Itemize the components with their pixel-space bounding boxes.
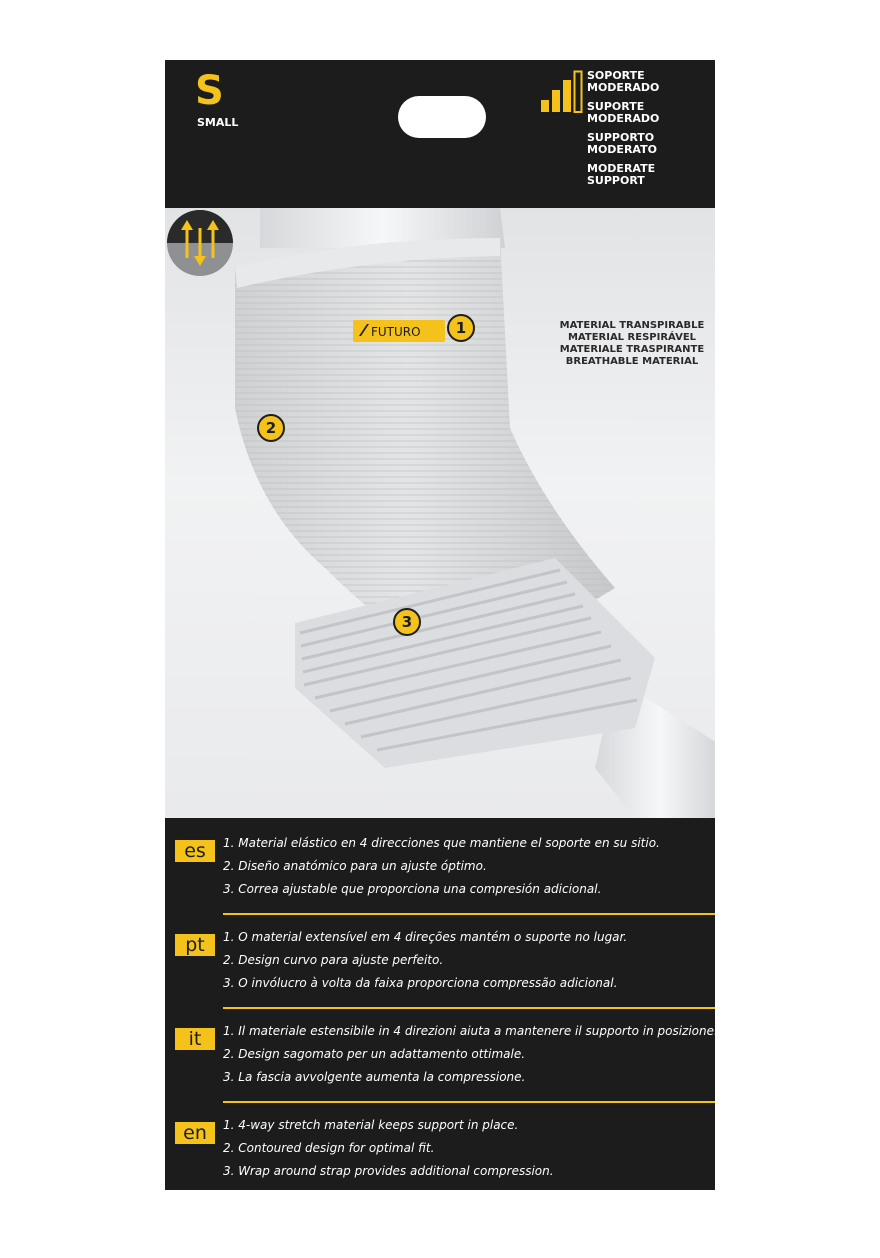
- product-package: [165, 60, 718, 1190]
- feature-line: 2. Diseño anatómico para un ajuste óptimo.: [223, 859, 487, 873]
- feature-line: 3. O invólucro à volta da faixa proporciona compressão adicional.: [223, 976, 618, 990]
- feature-line: 2. Design curvo para ajuste perfeito.: [223, 953, 444, 967]
- feature-line: 1. Material elástico en 4 direcciones que mantiene el soporte en su sitio.: [223, 836, 660, 850]
- breathable-arrows-icon: [165, 208, 235, 278]
- support-level-text: [587, 70, 697, 187]
- callout-3: 3: [393, 608, 421, 636]
- feature-line: 2. Design sagomato per un adattamento ottimale.: [223, 1047, 526, 1061]
- support-it-line2: MODERATO: [587, 143, 657, 156]
- brand-label: FUTURO: [371, 325, 421, 339]
- language-badge-es: es: [175, 840, 215, 862]
- section-divider: [223, 1007, 715, 1009]
- support-level-bars-icon: [541, 70, 583, 114]
- feature-line: 1. 4-way stretch material keeps support in place.: [223, 1118, 519, 1132]
- language-lines-it: [223, 1020, 718, 1089]
- support-en-line2: SUPPORT: [587, 174, 645, 187]
- breathable-line-es: MATERIAL TRANSPIRABLE: [559, 320, 705, 331]
- breathable-line-pt: MATERIAL RESPIRÁVEL: [567, 332, 697, 343]
- support-pt-line1: SUPORTE: [587, 100, 645, 113]
- section-divider: [223, 913, 715, 915]
- feature-line: 1. O material extensível em 4 direções mantém o suporte no lugar.: [223, 930, 628, 944]
- support-es-line1: SOPORTE: [587, 69, 645, 82]
- support-it-line1: SUPPORTO: [587, 131, 655, 144]
- support-es-line2: MODERADO: [587, 81, 660, 94]
- breathable-line-en: BREATHABLE MATERIAL: [565, 356, 699, 367]
- feature-descriptions: [165, 818, 718, 1190]
- feature-line: 3. Wrap around strap provides additional compression.: [223, 1164, 554, 1178]
- support-pt-line2: MODERADO: [587, 112, 660, 125]
- breathable-material-text: [557, 320, 707, 368]
- support-en-line1: MODERATE: [587, 162, 656, 175]
- language-badge-pt: pt: [175, 934, 215, 956]
- feature-line: 3. Correa ajustable que proporciona una compresión adicional.: [223, 882, 602, 896]
- hang-hole: [398, 96, 486, 138]
- callout-1: 1: [447, 314, 475, 342]
- callout-2: 2: [257, 414, 285, 442]
- language-badge-en: en: [175, 1122, 215, 1144]
- feature-line: 3. La fascia avvolgente aumenta la compressione.: [223, 1070, 526, 1084]
- package-header: [165, 60, 715, 208]
- breathable-line-it: MATERIALE TRASPIRANTE: [559, 344, 705, 355]
- size-label: SMALL: [197, 116, 239, 129]
- feature-line: 1. Il materiale estensibile in 4 direzioni aiuta a mantenere il supporto in posizione.: [223, 1024, 718, 1038]
- section-divider: [223, 1101, 715, 1103]
- feature-line: 2. Contoured design for optimal fit.: [223, 1141, 435, 1155]
- language-badge-it: it: [175, 1028, 215, 1050]
- elbow-sleeve-illustration: [165, 208, 715, 818]
- size-letter: S: [195, 68, 224, 114]
- product-photo: [165, 208, 715, 818]
- language-lines-en: [223, 1114, 713, 1183]
- language-lines-pt: [223, 926, 713, 995]
- language-lines-es: [223, 832, 713, 901]
